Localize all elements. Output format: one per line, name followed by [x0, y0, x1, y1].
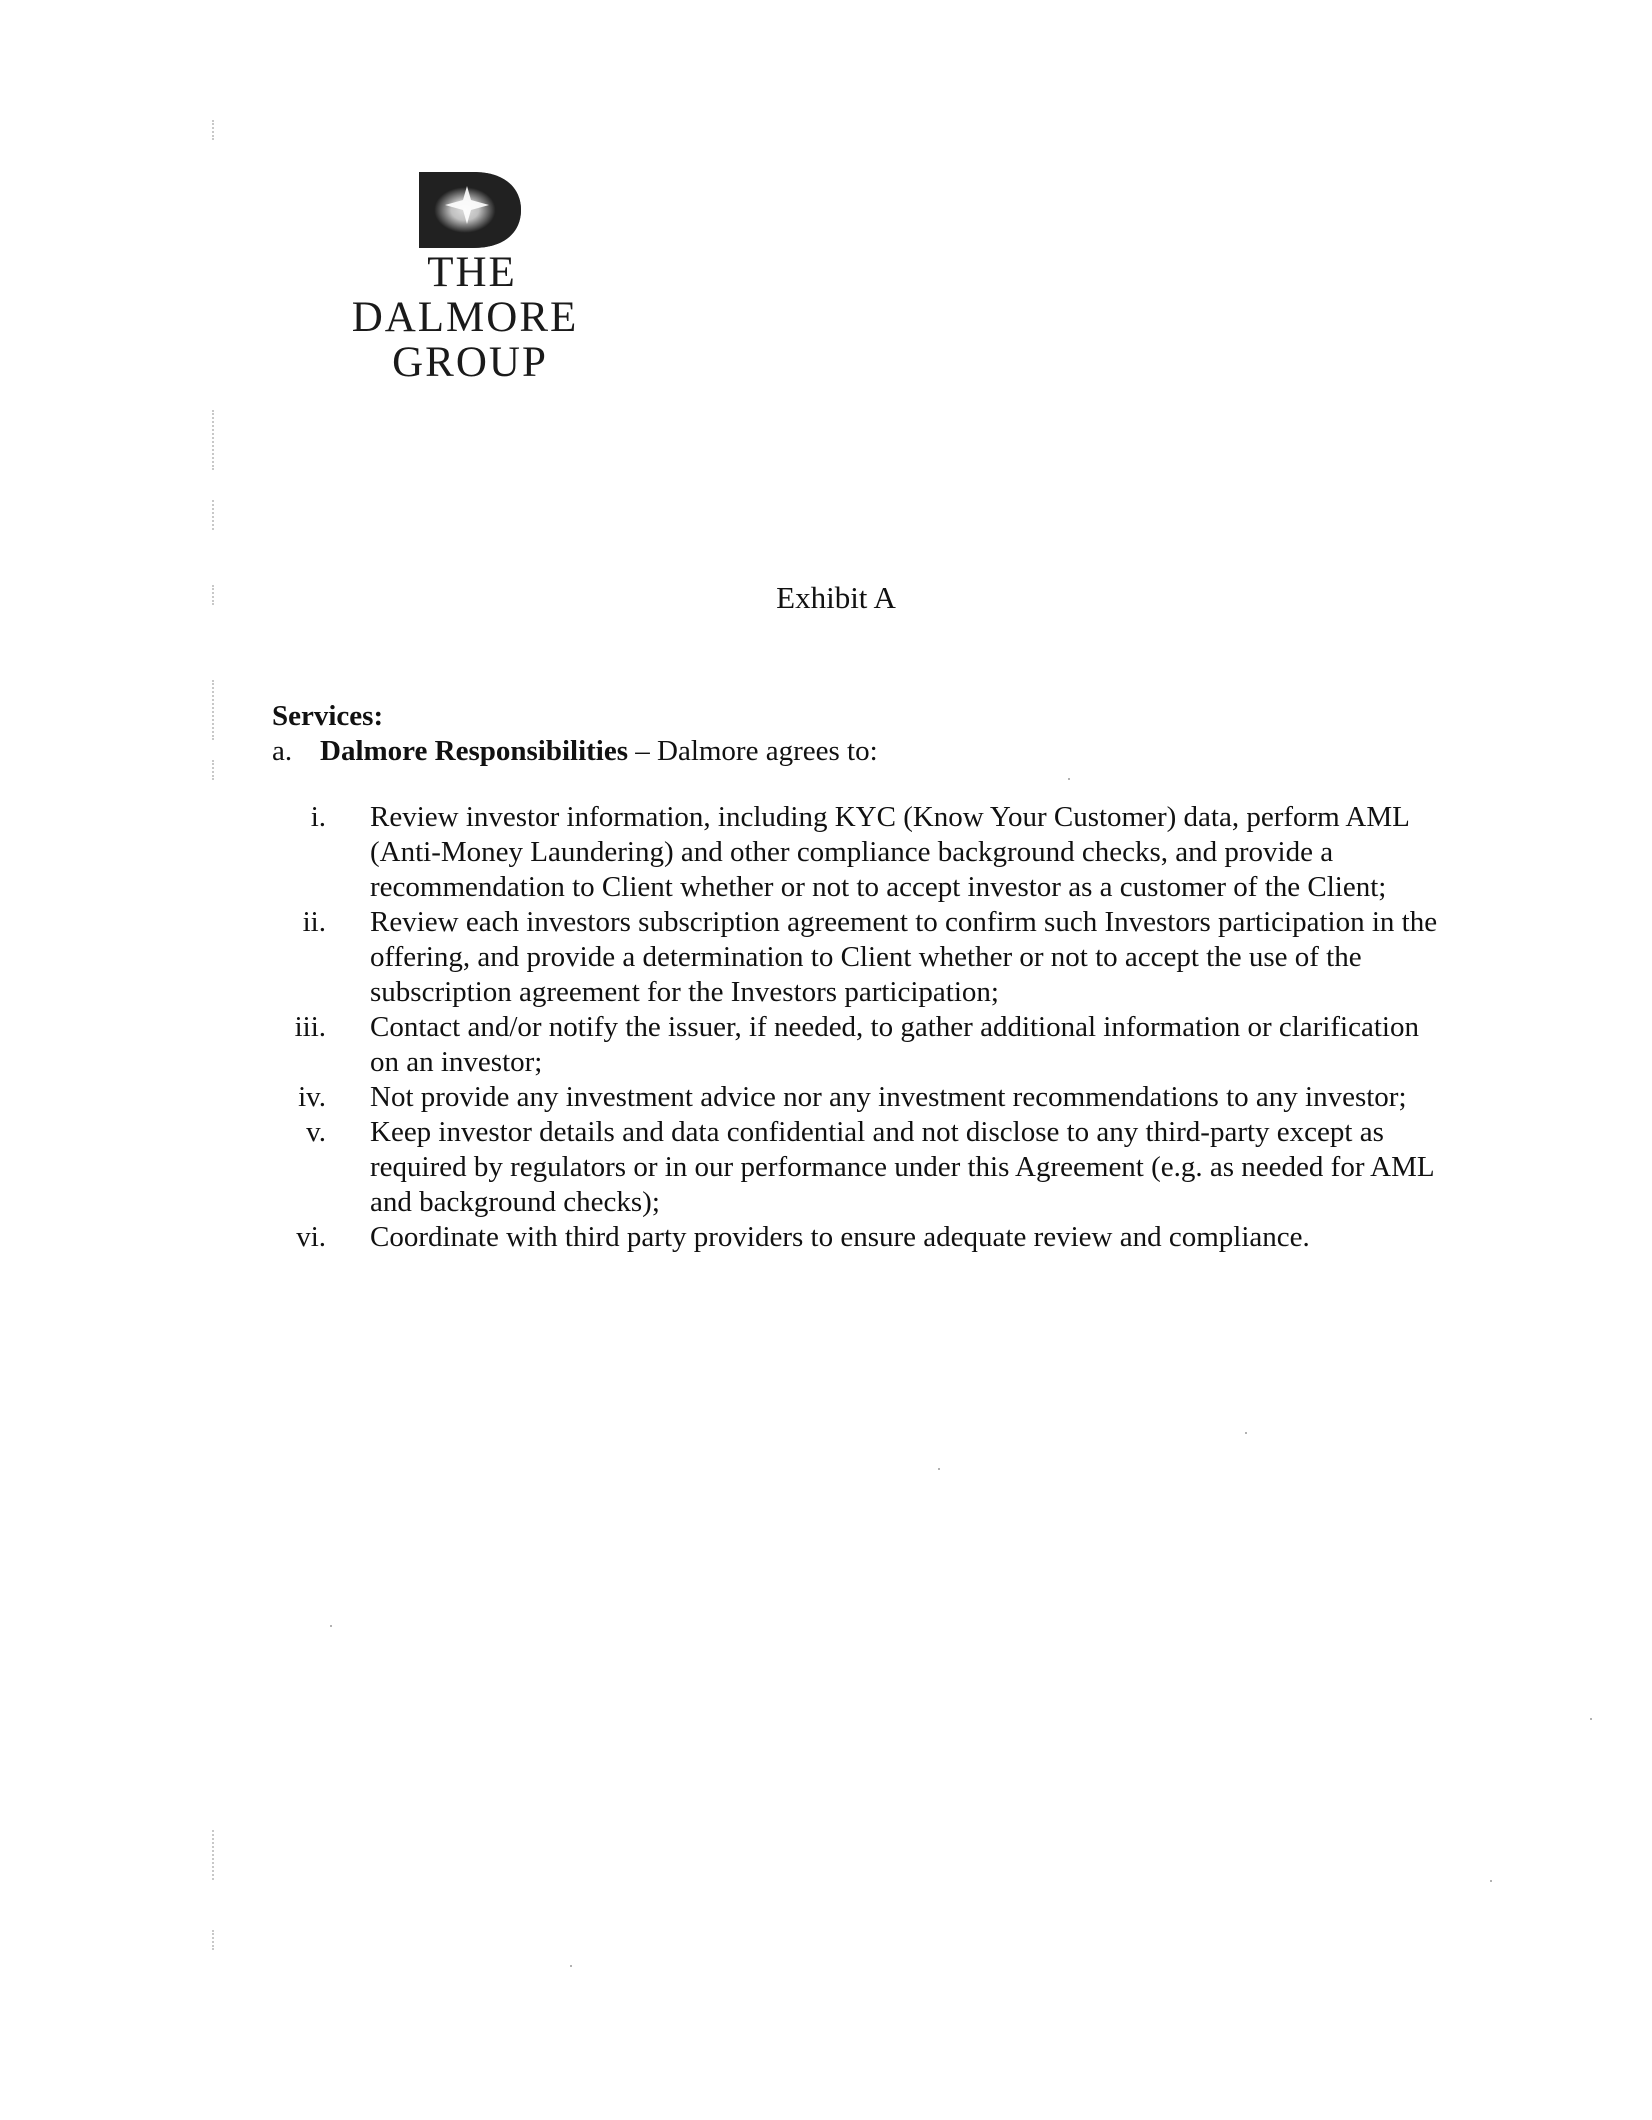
section-a-letter: a. [272, 735, 293, 767]
list-item [270, 1010, 1450, 1080]
list-item [270, 800, 1450, 905]
scan-artifact [212, 500, 216, 530]
scan-artifact [212, 680, 216, 740]
list-text: Coordinate with third party providers to ensure adequate review and compliance. [370, 1221, 1310, 1253]
scan-artifact [212, 760, 216, 780]
list-numeral: iii. [294, 1011, 326, 1043]
services-heading: Services: [272, 700, 384, 732]
scan-artifact [212, 1930, 216, 1950]
list-numeral: i. [310, 801, 326, 833]
scan-speck [330, 1625, 332, 1627]
list-item [270, 905, 1450, 1010]
scan-speck [1490, 1880, 1492, 1882]
scan-artifact [212, 1830, 216, 1880]
list-text: Keep investor details and data confidential and not disclose to any third-party except as required by regulators or in our performance under this Agreement (e.g. as needed for AML and background checks); [370, 1116, 1434, 1218]
list-text: Review each investors subscription agreement to confirm such Investors participation in the offering, and provide a determination to Client whether or not to accept the use of the subscription agreement for the Investors participation; [370, 906, 1438, 1008]
logo-wordmark [300, 250, 630, 385]
scan-speck [1245, 1432, 1247, 1434]
section-a-separator: – [628, 735, 657, 767]
list-item [270, 1115, 1450, 1220]
scan-speck [570, 1965, 572, 1967]
logo-line-dalmore: DALMORE [351, 294, 579, 341]
section-a-heading [272, 735, 878, 768]
logo-line-the: THE [427, 249, 517, 296]
dalmore-d-logo-icon [415, 170, 525, 250]
scan-artifact [212, 120, 216, 140]
section-a-intro: Dalmore agrees to: [657, 735, 878, 767]
company-logo [300, 170, 630, 385]
list-item [270, 1080, 1450, 1115]
responsibilities-list [270, 800, 1450, 1255]
list-text: Review investor information, including KYC (Know Your Customer) data, perform AML (Anti-Money Laundering) and other compliance background checks, and provide a recommendation to Client whether or not to accept investor as a customer of the Client; [370, 801, 1409, 903]
list-text: Contact and/or notify the issuer, if needed, to gather additional information or clarification on an investor; [370, 1011, 1419, 1078]
exhibit-title: Exhibit A [776, 580, 896, 615]
list-numeral: ii. [302, 906, 326, 938]
list-numeral: vi. [296, 1221, 326, 1253]
section-a-title: Dalmore Responsibilities [320, 735, 628, 767]
logo-line-group: GROUP [392, 339, 548, 386]
scan-speck [1068, 778, 1070, 780]
scan-speck [1590, 1718, 1592, 1720]
list-text: Not provide any investment advice nor any investment recommendations to any investor; [370, 1081, 1407, 1113]
scan-artifact [212, 410, 216, 470]
scan-speck [938, 1468, 940, 1470]
list-item [270, 1220, 1450, 1255]
list-numeral: iv. [298, 1081, 326, 1113]
list-numeral: v. [306, 1116, 326, 1148]
